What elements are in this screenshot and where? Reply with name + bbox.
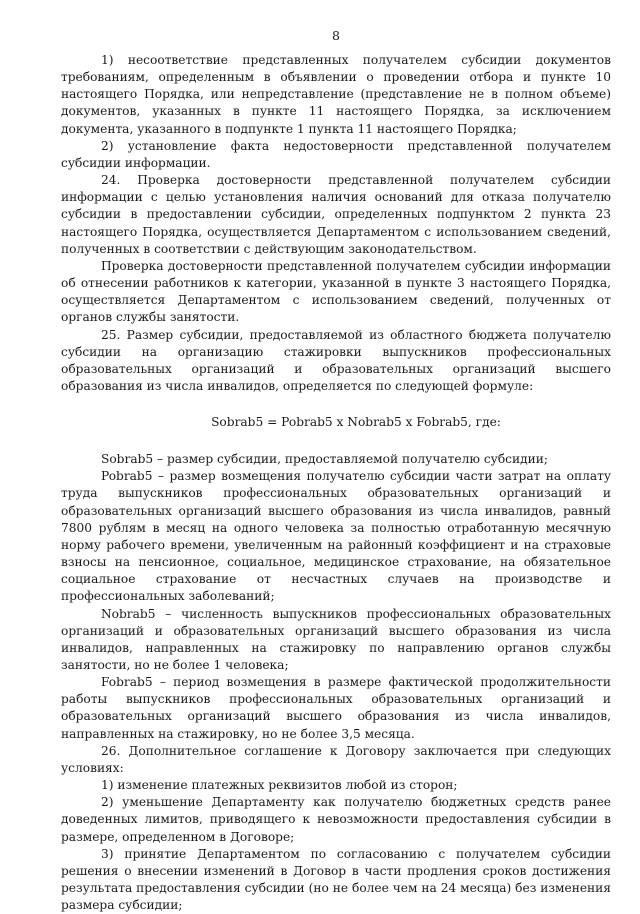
subsidy-formula: Sobrab5 = Pobrab5 x Nobrab5 x Fobrab5, где:	[211, 415, 501, 430]
definition-fobrab5: Fobrab5 – период возмещения в размере фактической продолжительности работы выпускников профессиональных образовательных организаций и образовательных организаций высшего образования из числа инвалидов, направленных на стажировку, но не более 3,5 месяца.	[61, 675, 611, 741]
paragraph-23-2: 2) установление факта недостоверности представленной получателем субсидии информации.	[61, 138, 611, 170]
paragraph-25: 25. Размер субсидии, предоставляемой из областного бюджета получателю субсидии на организацию стажировки выпускников профессиональных образовательных организаций и образовательных организаций высшего образования из числа инвалидов, определяется по следующей формуле:	[61, 327, 611, 393]
definition-sobrab5: Sobrab5 – размер субсидии, предоставляемой получателю субсидии;	[101, 452, 548, 467]
paragraph-26-1: 1) изменение платежных реквизитов любой из сторон;	[101, 778, 458, 793]
definition-pobrab5: Pobrab5 – размер возмещения получателю субсидии части затрат на оплату труда выпускников профессиональных образовательных организаций и образовательных организаций высшего образования из числа инвалидов, равный 7800 рублям в месяц на одного человека за полностью отработанную месячную норму рабочего времени, увеличенным на районный коэффициент и на страховые взносы на пенсионное, социальное, медицинское страхование, на обязательное социальное страхование от несчастных случаев на производстве и профессиональных заболеваний;	[61, 469, 611, 604]
definition-nobrab5: Nobrab5 – численность выпускников профессиональных образовательных организаций и образовательных организаций высшего образования из числа инвалидов, направленных на стажировку по направлению органов службы занятости, но не более 1 человека;	[61, 606, 611, 672]
paragraph-24-verification: Проверка достоверности представленной получателем субсидии информации об отнесении работников к категории, указанной в пункте 3 настоящего Порядка, осуществляется Департаментом с использованием сведений, полученных от органов службы занятости.	[61, 258, 611, 325]
paragraph-26-3: 3) принятие Департаментом по согласованию с получателем субсидии решения о внесении изменений в Договор в части продления сроков достижения результата предоставления субсидии (но не более чем на 24 месяца) без изменения размера субсидии;	[61, 846, 611, 913]
paragraph-26: 26. Дополнительное соглашение к Договору заключается при следующих условиях:	[61, 743, 611, 775]
page-number: 8	[332, 28, 340, 43]
paragraph-26-2: 2) уменьшение Департаменту как получателю бюджетных средств ранее доведенных лимитов, приводящего к невозможности предоставления субсидии в размере, определенном в Договоре;	[61, 795, 611, 844]
document-page	[61, 28, 611, 914]
paragraph-24: 24. Проверка достоверности представленной получателем субсидии информации с целью установления наличия оснований для отказа получателю субсидии в предоставлении субсидии, определенных подпунктом 2 пункта 23 настоящего Порядка, осуществляется Департаментом с использованием сведений, полученных в соответствии с действующим законодательством.	[61, 173, 611, 256]
paragraph-23-1: 1) несоответствие представленных получателем субсидии документов требованиям, определенным в объявлении о проведении отбора и пункте 10 настоящего Порядка, или непредставление (представление не в полном объеме) документов, указанных в пункте 11 настоящего Порядка, за исключением документа, указанного в подпункте 1 пункта 11 настоящего Порядка;	[61, 53, 611, 136]
